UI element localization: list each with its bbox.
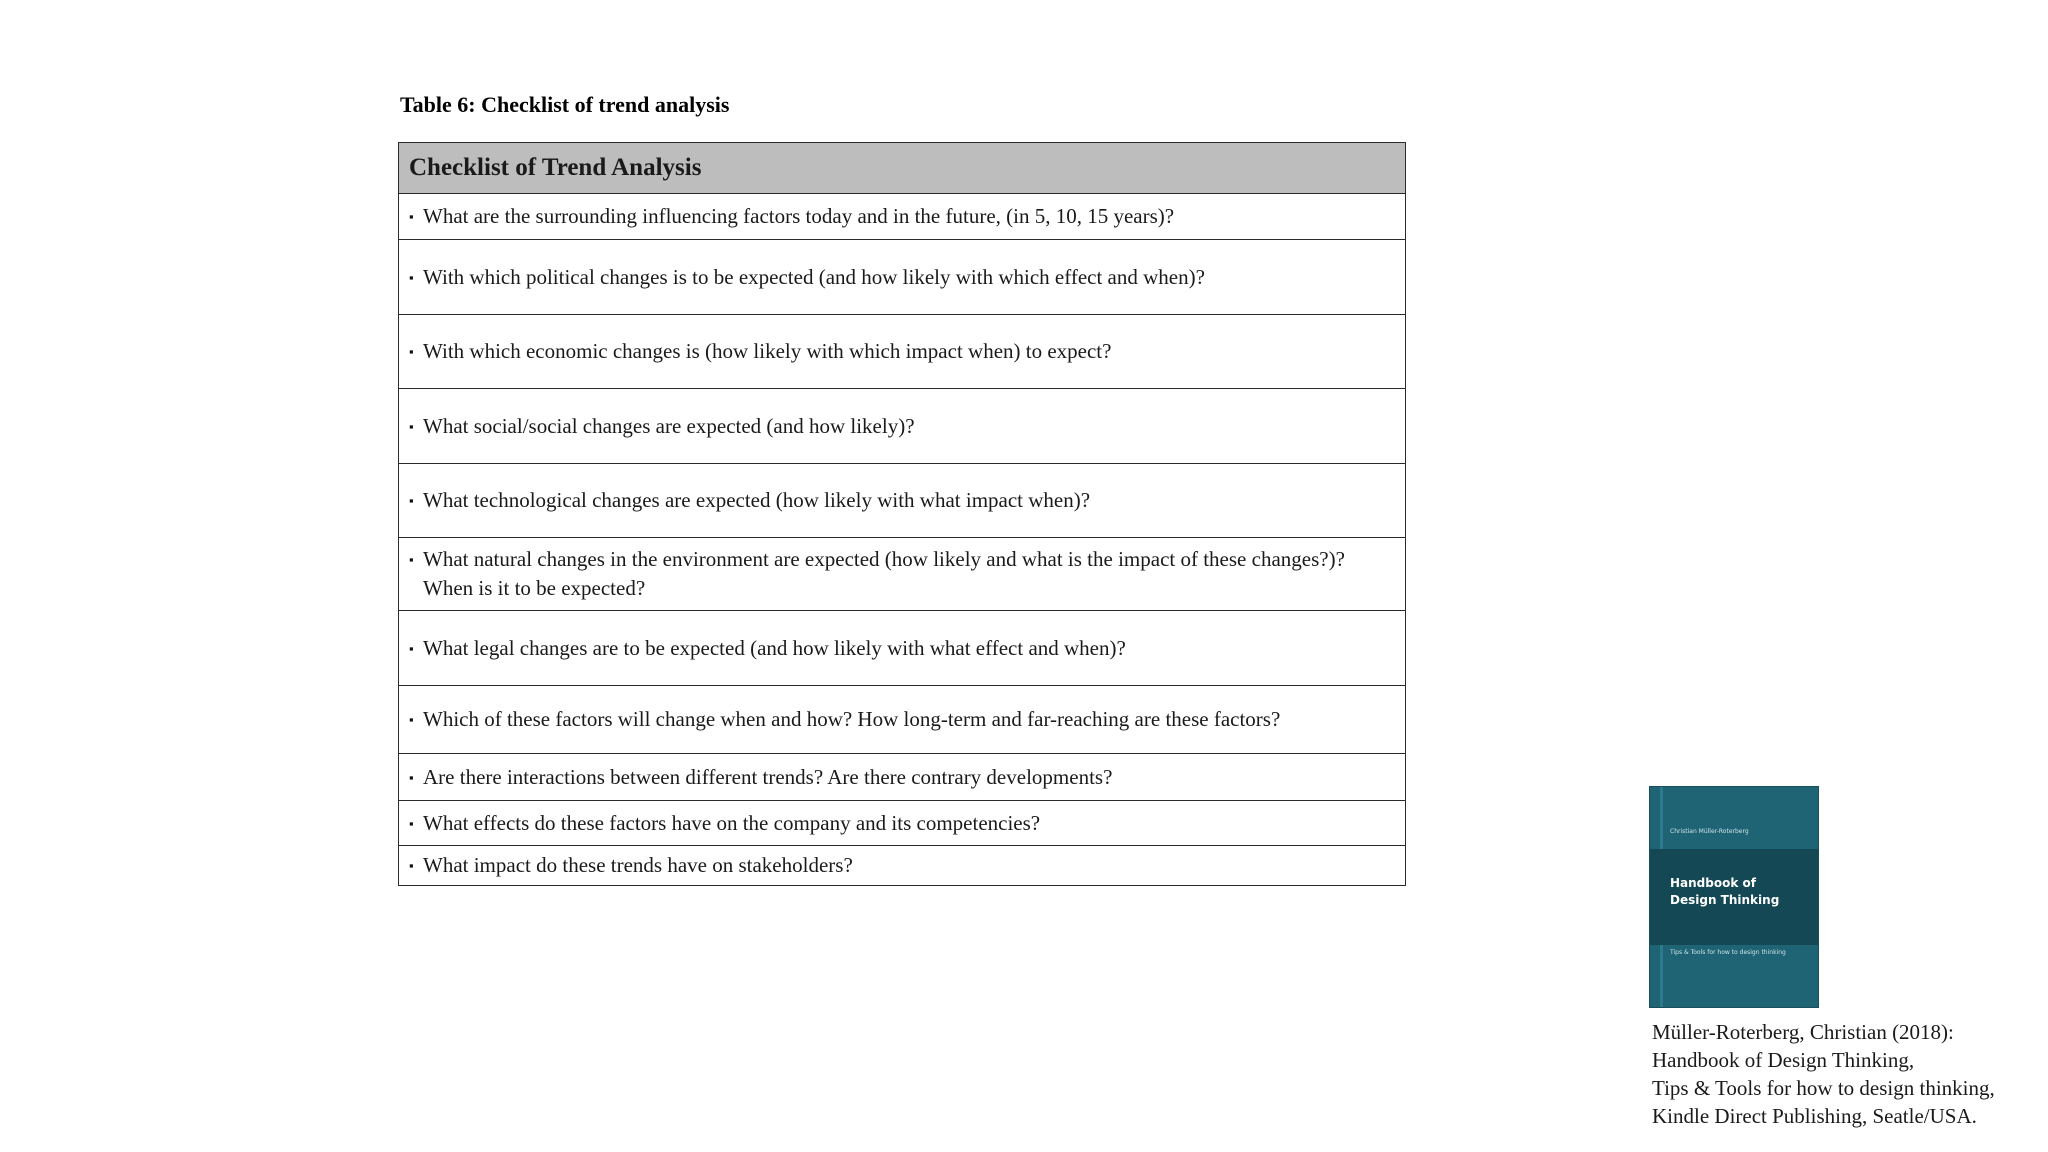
cover-subtitle: Tips & Tools for how to design thinking <box>1670 949 1786 956</box>
checklist-item-text: What effects do these factors have on the company and its competencies? <box>423 810 1041 835</box>
bullet-icon: ▪ <box>409 493 414 508</box>
checklist-row <box>399 240 1405 315</box>
checklist-row <box>399 389 1405 464</box>
cover-author: Christian Müller-Roterberg <box>1670 828 1749 835</box>
bullet-icon: ▪ <box>409 209 414 224</box>
checklist-header: Checklist of Trend Analysis <box>399 143 1405 194</box>
bullet-icon: ▪ <box>409 418 414 434</box>
citation-line: Müller-Roterberg, Christian (2018): <box>1652 1020 1954 1044</box>
checklist-row <box>399 611 1405 686</box>
checklist-row <box>399 846 1405 885</box>
checklist-item-text: What are the surrounding influencing factors today and in the future, (in 5, 10, 15 years)? <box>423 204 1175 228</box>
bullet-icon: ▪ <box>409 712 414 727</box>
checklist-item-text: Are there interactions between different trends? Are there contrary developments? <box>423 764 1113 789</box>
checklist-item-text: What social/social changes are expected (and how likely)? <box>423 413 915 438</box>
bullet-icon: ▪ <box>409 552 414 567</box>
citation <box>1652 1018 1995 1130</box>
checklist-table <box>398 142 1406 886</box>
checklist-row <box>399 801 1405 846</box>
checklist-item-text: What natural changes in the environment are expected (how likely and what is the impact of these changes?)? When is it to be expected? <box>423 547 1345 600</box>
citation-line: Kindle Direct Publishing, Seatle/USA. <box>1652 1104 1977 1128</box>
checklist-row <box>399 686 1405 754</box>
checklist-item-text: What technological changes are expected (how likely with what impact when)? <box>423 488 1091 512</box>
checklist-item-text: Which of these factors will change when and how? How long-term and far-reaching are these factors? <box>423 707 1281 731</box>
citation-line: Tips & Tools for how to design thinking, <box>1652 1076 1995 1100</box>
bullet-icon: ▪ <box>409 640 414 656</box>
checklist-row <box>399 538 1405 611</box>
cover-title: Handbook of Design Thinking <box>1670 876 1780 907</box>
checklist-item-text: What legal changes are to be expected (and how likely with what effect and when)? <box>423 635 1126 660</box>
checklist-item-text: With which economic changes is (how likely with which impact when) to expect? <box>423 339 1112 363</box>
checklist-item-text: With which political changes is to be expected (and how likely with which effect and when)? <box>423 264 1205 289</box>
checklist-row <box>399 464 1405 538</box>
bullet-icon: ▪ <box>409 858 414 873</box>
bullet-icon: ▪ <box>409 815 414 831</box>
checklist-row <box>399 194 1405 240</box>
checklist-row <box>399 315 1405 389</box>
checklist-item-text: What impact do these trends have on stakeholders? <box>423 853 853 877</box>
checklist-row <box>399 754 1405 801</box>
book-cover-image <box>1650 787 1818 1007</box>
bullet-icon: ▪ <box>409 344 414 359</box>
citation-line: Handbook of Design Thinking, <box>1652 1048 1915 1072</box>
table-caption: Table 6: Checklist of trend analysis <box>400 92 730 117</box>
bullet-icon: ▪ <box>409 769 414 785</box>
bullet-icon: ▪ <box>409 269 414 285</box>
